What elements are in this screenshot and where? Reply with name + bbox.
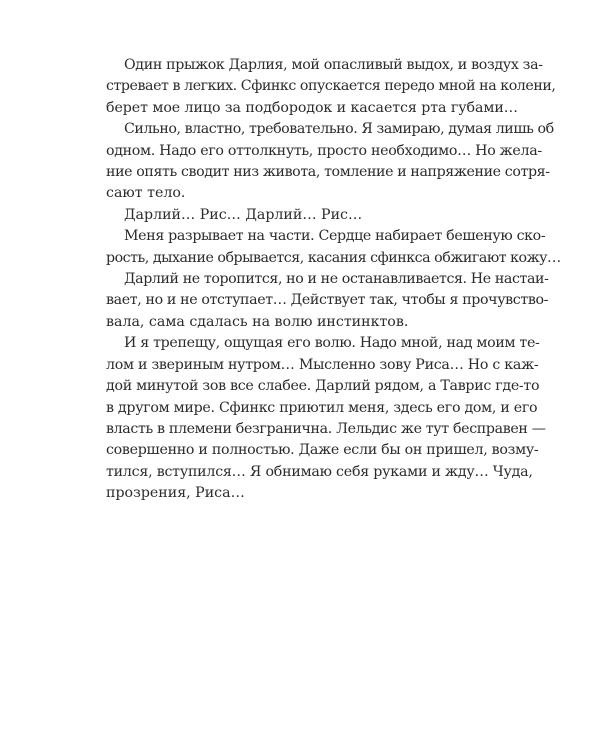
text-line: вает, но и не отступает… Действует так, чтобы я прочувство- — [106, 292, 549, 309]
text-line: дой минутой зов все слабее. Дарлий рядом, а Таврис где-то — [106, 378, 540, 395]
text-line: стревает в легких. Сфинкс опускается передо мной на колени, — [106, 78, 556, 95]
paragraph-3 — [106, 205, 512, 226]
text-line: в другом мире. Сфинкс приютил меня, здесь его дом, и его — [106, 399, 538, 416]
text-line: прозрения, Риса… — [106, 485, 245, 502]
body-text — [106, 55, 561, 505]
paragraph-5 — [106, 269, 549, 333]
paragraph-6 — [106, 333, 546, 504]
text-line: рость, дыхание обрывается, касания сфинкса обжигают кожу… — [106, 249, 561, 266]
text-line: вала, сама сдалась на волю инстинктов. — [106, 313, 409, 330]
text-line: лом и звериным нутром… Мысленно зову Риса… Но с каж- — [106, 356, 539, 373]
text-line: Дарлий… Рис… Дарлий… Рис… — [124, 206, 363, 223]
text-line: И я трепещу, ощущая его волю. Надо мной, над моим те- — [124, 335, 540, 352]
text-line: совершенно и полностью. Даже если бы он пришел, возму- — [106, 442, 539, 459]
paragraph-4 — [106, 226, 561, 269]
text-line: сают тело. — [106, 185, 186, 202]
paragraph-1 — [106, 55, 556, 119]
text-line: Один прыжок Дарлия, мой опасливый выдох, и воздух за- — [124, 57, 543, 73]
paragraph-2 — [106, 119, 554, 205]
text-line: одном. Надо его оттолкнуть, просто необходимо… Но жела- — [106, 142, 542, 159]
text-line: Меня разрывает на части. Сердце набирает бешеную ско- — [124, 228, 546, 245]
text-line: тился, вступился… Я обнимаю себя руками и жду… Чуда, — [106, 463, 533, 480]
text-line: Дарлий не торопится, но и не останавливается. Не настаи- — [124, 271, 549, 288]
text-line: берет мое лицо за подбородок и касается рта губами… — [106, 99, 518, 116]
text-line: власть в племени безгранична. Лельдис же тут бесправен — — [106, 420, 546, 437]
text-line: Сильно, властно, требовательно. Я замираю, думая лишь об — [124, 121, 554, 138]
text-line: ние опять сводит низ живота, томление и напряжение сотря- — [106, 164, 550, 181]
